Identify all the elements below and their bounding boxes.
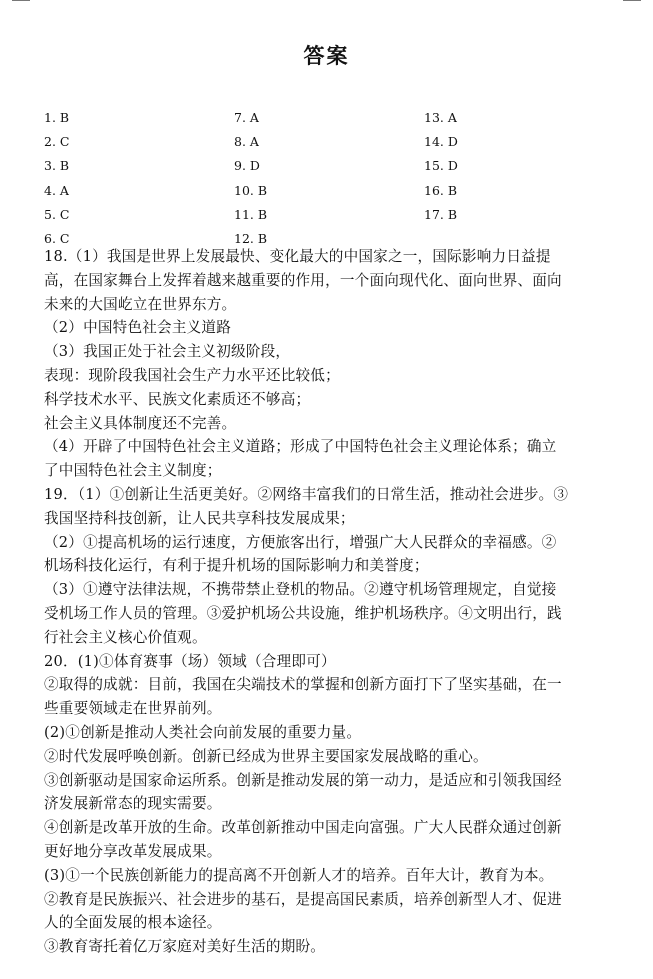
text-line: (2)①创新是推动人类社会向前发展的重要力量。 (44, 723, 362, 741)
text-line: 人的全面发展的根本途径。 (44, 914, 222, 932)
answer-item: 15. D (424, 158, 458, 174)
text-line: 我国坚持科技创新，让人民共享科技发展成果； (44, 509, 355, 527)
text-line: 19．（1）①创新让生活更美好。②网络丰富我们的日常生活，推动社会进步。③ (44, 485, 569, 503)
answer-item: 1. B (44, 110, 70, 125)
text-line: 些重要领域走在世界前列。 (44, 700, 222, 718)
corner-mark-right (623, 0, 641, 4)
text-line: ②取得的成就：目前，我国在尖端技术的掌握和创新方面打下了坚实基础，在一 (44, 676, 562, 694)
answer-item: 12. B (234, 230, 268, 246)
text-line: ③创新驱动是国家命运所系。创新是推动发展的第一动力，是适应和引领我国经 (44, 771, 562, 789)
text-line: ④创新是改革开放的生命。改革创新推动中国走向富强。广大人民群众通过创新 (44, 819, 562, 837)
answer-item: 10. B (234, 182, 268, 198)
answer-explanations (44, 245, 604, 959)
answer-item: 6. C (44, 230, 70, 246)
text-line: 社会主义具体制度还不完善。 (44, 414, 237, 432)
text-line: 受机场工作人员的管理。③爱护机场公共设施，维护机场秩序。④文明出行，践 (44, 604, 562, 622)
corner-mark-left (12, 0, 30, 4)
answer-column-3 (424, 106, 458, 227)
text-line: 机场科技化运行，有利于提升机场的国际影响力和美誉度； (44, 557, 429, 575)
answer-item: 5. C (44, 206, 70, 222)
text-line: (3)①一个民族创新能力的提高离不开创新人才的培养。百年大计，教育为本。 (44, 866, 554, 884)
answer-item: 3. B (44, 158, 70, 174)
text-line: ②教育是民族振兴、社会进步的基石，是提高国民素质，培养创新型人才、促进 (44, 890, 562, 908)
answer-column-2 (234, 106, 267, 251)
text-line: 了中国特色社会主义制度； (44, 462, 222, 480)
text-line: 表现：现阶段我国社会生产力水平还比较低； (44, 366, 340, 384)
text-line: （2）①提高机场的运行速度，方便旅客出行，增强广大人民群众的幸福感。② (44, 533, 557, 551)
text-line: （3）①遵守法律法规，不携带禁止登机的物品。②遵守机场管理规定，自觉接 (44, 581, 557, 599)
text-line: （3）我国正处于社会主义初级阶段， (44, 343, 291, 361)
answer-item: 9. D (234, 158, 260, 174)
text-line: ③教育寄托着亿万家庭对美好生活的期盼。 (44, 938, 326, 956)
page-title: 答案 (303, 43, 350, 68)
text-line: 未来的大国屹立在世界东方。 (44, 295, 237, 313)
answer-item: 16. B (424, 182, 458, 198)
text-line: 高，在国家舞台上发挥着越来越重要的作用，一个面向现代化、面向世界、面向 (44, 271, 562, 289)
answer-item: 2. C (44, 134, 70, 150)
text-line: ②时代发展呼唤创新。创新已经成为世界主要国家发展战略的重心。 (44, 747, 488, 765)
answer-item: 17. B (424, 206, 458, 222)
text-line: 科学技术水平、民族文化素质还不够高； (44, 390, 311, 408)
answer-item: 4. A (44, 182, 69, 198)
text-line: 济发展新常态的现实需要。 (44, 795, 222, 813)
text-line: （4）开辟了中国特色社会主义道路；形成了中国特色社会主义理论体系；确立 (44, 438, 557, 456)
text-line: 18.（1）我国是世界上发展最快、变化最大的中国家之一，国际影响力日益提 (44, 248, 551, 265)
answer-item: 8. A (234, 134, 259, 150)
text-line: （2）中国特色社会主义道路 (44, 319, 232, 337)
answer-column-1 (44, 106, 69, 251)
text-line: 行社会主义核心价值观。 (44, 628, 207, 646)
answer-item: 13. A (424, 110, 457, 125)
answer-item: 11. B (234, 206, 268, 222)
answer-item: 7. A (234, 110, 259, 125)
text-line: 20．(1)①体育赛事（场）领域（合理即可） (44, 652, 336, 670)
text-line: 更好地分享改革发展成果。 (44, 842, 222, 860)
answer-item: 14. D (424, 134, 458, 150)
